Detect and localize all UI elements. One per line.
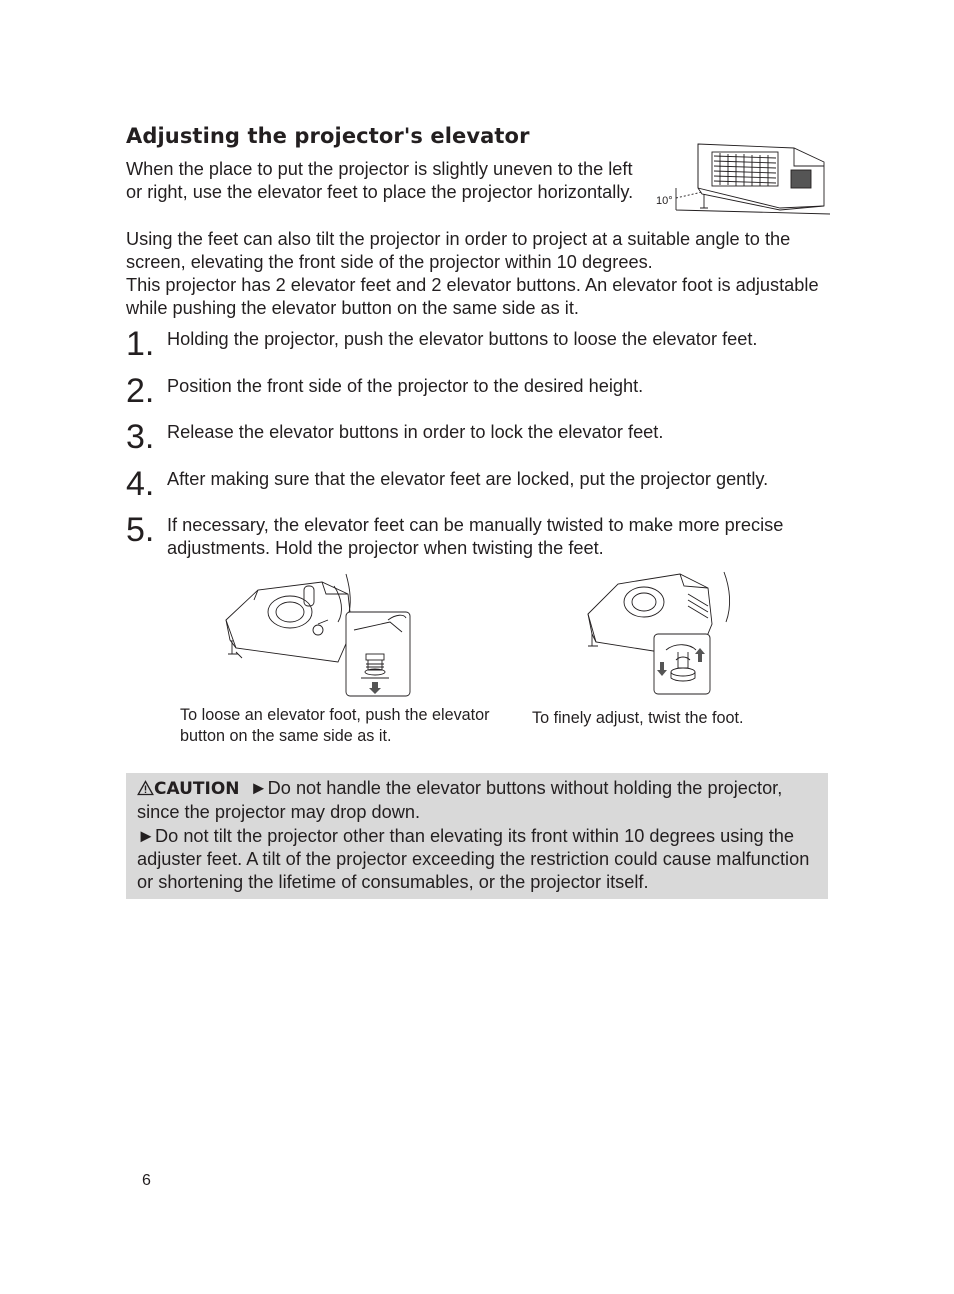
step-number: 3.	[126, 418, 155, 456]
step-text: Holding the projector, push the elevator buttons to loose the elevator feet.	[167, 329, 758, 349]
twist-foot-illustration	[584, 566, 744, 700]
loosen-foot-caption: To loose an elevator foot, push the elevator button on the same side as it.	[180, 706, 490, 745]
caution-item-1: Do not handle the elevator buttons without holding the projector, since the projector may drop down.	[137, 778, 783, 823]
step-text: After making sure that the elevator feet are locked, put the projector gently.	[167, 469, 769, 489]
section-heading: Adjusting the projector's elevator	[126, 124, 530, 148]
step-number: 1.	[126, 325, 155, 363]
tilt-angle-label: 10°	[656, 195, 673, 207]
projector-tilt-illustration	[654, 136, 834, 218]
caution-label: CAUTION	[154, 779, 240, 799]
caution-text	[137, 777, 827, 894]
caution-bullet-marker: ►	[137, 825, 156, 846]
intro-paragraph-1: When the place to put the projector is slightly uneven to the left or right, use the elevator feet to place the projector horizontally.	[126, 159, 634, 203]
intro-paragraph-2: Using the feet can also tilt the projector in order to project at a suitable angle to the screen, elevating the front side of the projector within 10 degrees.	[126, 229, 791, 273]
caution-item-2: Do not tilt the projector other than elevating its front within 10 degrees using the adjuster feet. A tilt of the projector exceeding the restriction could cause malfunction or shortening the lifetime of consumables, or the projector itself.	[137, 825, 810, 893]
step-text: Release the elevator buttons in order to lock the elevator feet.	[167, 422, 664, 442]
step-text: Position the front side of the projector to the desired height.	[167, 376, 644, 396]
caution-bullet-marker: ►	[249, 778, 268, 798]
twist-foot-caption: To finely adjust, twist the foot.	[532, 709, 744, 727]
step-text: If necessary, the elevator feet can be manually twisted to make more precise adjustments. Hold the projector when twisting the feet.	[167, 515, 784, 559]
warning-triangle-icon	[137, 780, 154, 796]
intro-paragraph-3: This projector has 2 elevator feet and 2 elevator buttons. An elevator foot is adjustable while pushing the elevator button on the same side as it.	[126, 275, 819, 319]
step-number: 2.	[126, 372, 155, 410]
step-number: 5.	[126, 511, 155, 549]
push-button-illustration	[218, 570, 414, 702]
step-number: 4.	[126, 465, 155, 503]
page-number: 6	[142, 1172, 151, 1189]
caution-box	[126, 773, 828, 899]
